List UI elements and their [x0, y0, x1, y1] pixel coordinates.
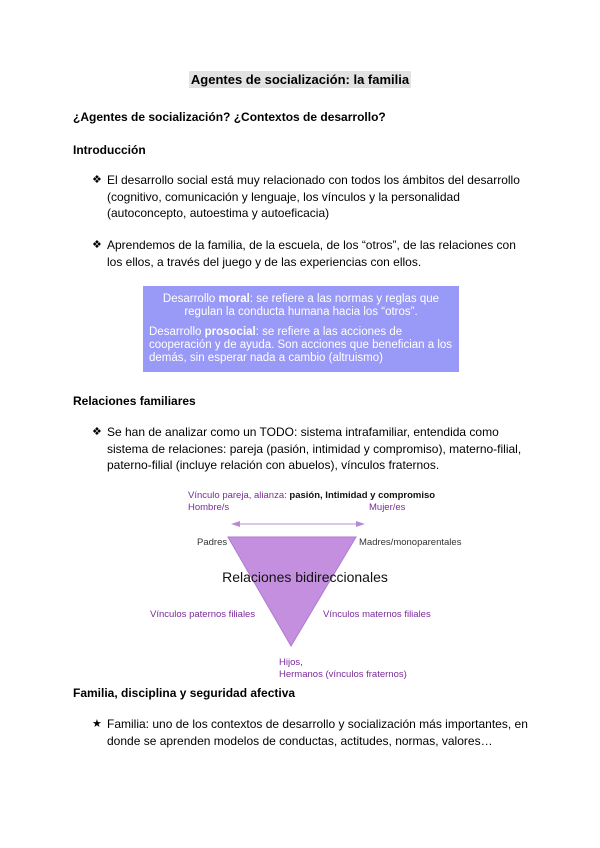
bidirectional-label: Relaciones bidireccionales: [222, 569, 388, 585]
arrow-right-icon: [356, 521, 365, 527]
definitions-box: [143, 286, 459, 372]
parents-label: Padres: [197, 537, 228, 548]
heading-relaciones-familiares: Relaciones familiares: [73, 394, 196, 408]
arrow-left-icon: [231, 521, 240, 527]
men-label: Hombre/s: [188, 502, 230, 513]
couple-label: Vínculo pareja, alianza: pasión, Intimidad y compromiso: [188, 490, 436, 501]
family-relations-diagram: [0, 480, 600, 680]
bullet-text: Aprendemos de la familia, de la escuela, de los “otros”, de las relaciones con los ellos, a través del juego y de las experiencias con ellos.: [107, 238, 516, 269]
bullet-desarrollo-social: [92, 172, 532, 222]
maternal-bonds-label: Vínculos maternos filiales: [323, 609, 431, 620]
definition-moral: Desarrollo moral: se refiere a las normas y reglas que regulan la conducta humana hacia los “otros”.: [162, 293, 440, 318]
bullet-relaciones: [92, 424, 532, 474]
mothers-label: Madres/monoparentales: [359, 537, 462, 548]
bullet-familia: [92, 716, 532, 749]
women-label: Mujer/es: [369, 502, 406, 513]
document-title: Agentes de socialización: la familia: [190, 72, 410, 87]
bullet-text: El desarrollo social está muy relacionado con todos los ámbitos del desarrollo (cognitivo, comunicación y lenguaje, los vínculos y la personalidad (autoconcepto, autoestima y autoeficacia): [107, 173, 520, 220]
siblings-label: Hermanos (vínculos fraternos): [279, 669, 407, 680]
definition-prosocial: Desarrollo prosocial: se refiere a las acciones de cooperación y de ayuda. Son acciones que benefician a los demás, sin esperar nada a cambio (altruismo): [149, 326, 453, 364]
diamond-bullet-icon: ❖: [92, 426, 102, 438]
subtitle: ¿Agentes de socialización? ¿Contextos de desarrollo?: [73, 110, 386, 124]
heading-introduccion: Introducción: [73, 143, 146, 157]
children-label: Hijos,: [279, 657, 303, 668]
family-triangle: [228, 537, 356, 646]
bullet-text: Familia: uno de los contextos de desarrollo y socialización más importantes, en donde se aprenden modelos de conductas, actitudes, normas, valores…: [107, 717, 528, 748]
bullet-text: Se han de analizar como un TODO: sistema intrafamiliar, entendida como sistema de relaciones: pareja (pasión, intimidad y compromiso), materno-filial, paterno-filial (incluye relación con abuelos), vínculos fraternos.: [107, 425, 522, 472]
bullet-aprendemos: [92, 237, 532, 270]
paternal-bonds-label: Vínculos paternos filiales: [150, 609, 256, 620]
heading-familia-disciplina: Familia, disciplina y seguridad afectiva: [73, 686, 296, 700]
diamond-bullet-icon: ❖: [92, 174, 102, 186]
star-bullet-icon: ★: [92, 718, 102, 730]
diamond-bullet-icon: ❖: [92, 239, 102, 251]
